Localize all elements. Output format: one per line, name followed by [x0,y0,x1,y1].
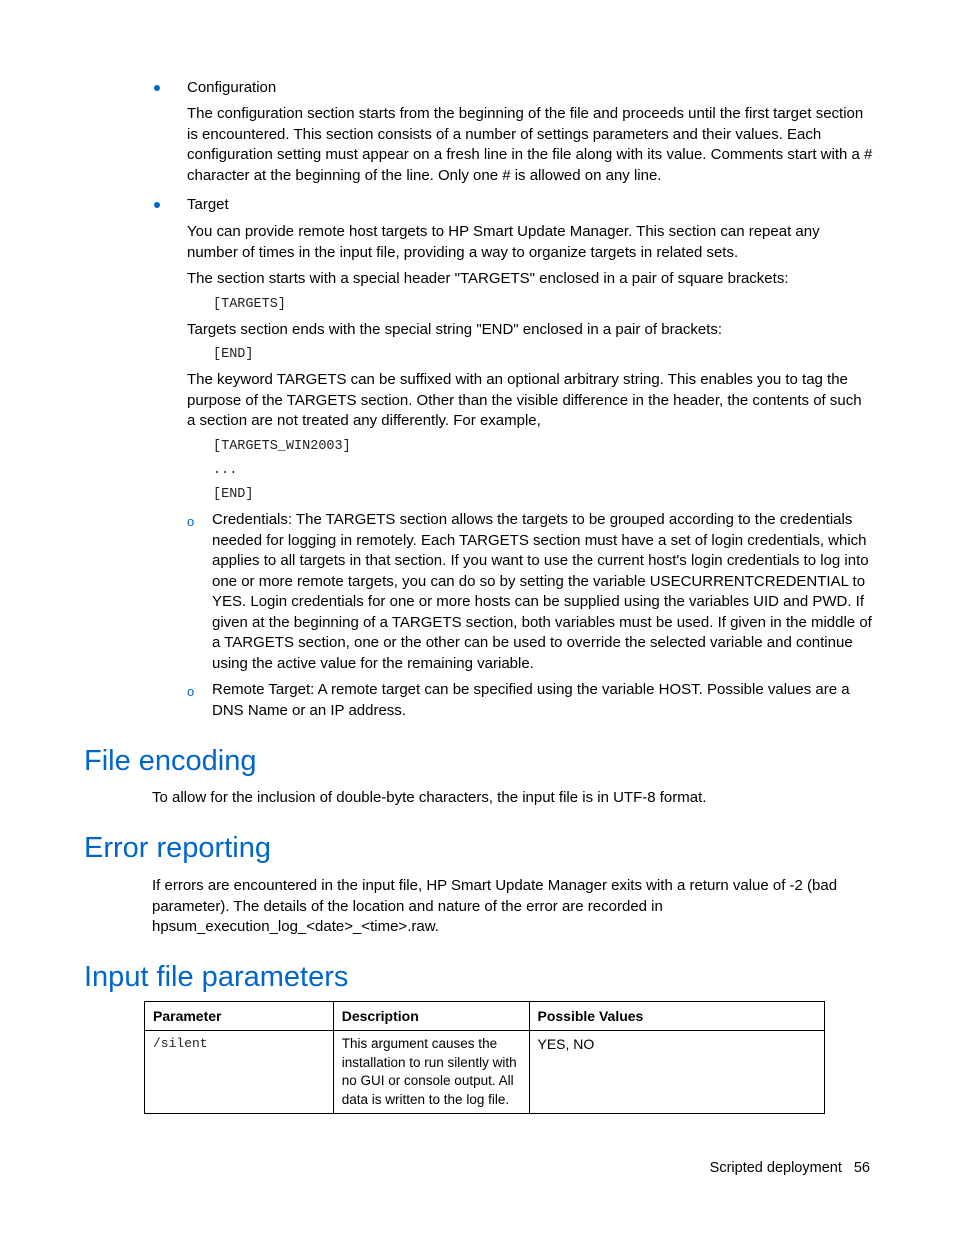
credentials-paragraph: Credentials: The TARGETS section allows the targets to be grouped according to the credentials needed for logging in remotely. Each TARGETS section must have a set of login credentials, which applies to all targets in that section. If you want to use the current host's login credentials to log into one or more remote targets, you can do so by setting the variable USECURRENTCREDENTIAL to YES. Login credentials for one or more hosts can be supplied using the variables UID and PWD. If given at the beginning of a TARGETS section, both variables must be used. If given in the middle of a TARGETS section, one or the other can be used to override the selected variable and continue using the active value for the remaining variable. [212,511,872,672]
code-ellipsis: ... [213,463,238,478]
code-end: [END] [213,347,254,362]
heading-input-file-parameters: Input file parameters [84,961,349,993]
remote-target-paragraph: Remote Target: A remote target can be specified using the variable HOST. Possible values are a DNS Name or an IP address. [212,681,850,719]
sub-bullet-icon: o [187,514,195,529]
bullet-icon [154,85,160,91]
table-cell-possible-values: YES, NO [529,1031,825,1114]
table-header-parameter: Parameter [145,1002,334,1031]
target-paragraph-1: You can provide remote host targets to HP Smart Update Manager. This section can repeat any number of times in the input file, providing a way to organize targets in related sets. [187,223,820,261]
table-cell-parameter: /silent [145,1031,334,1114]
table-row [145,1031,825,1114]
table-header-possible-values: Possible Values [529,1002,825,1031]
heading-error-reporting: Error reporting [84,832,271,864]
page-footer [710,1158,870,1179]
code-targets-win2003: [TARGETS_WIN2003] [213,439,351,454]
parameters-table [144,1001,825,1114]
bullet-title-target: Target [187,196,229,213]
table-cell-description: This argument causes the installation to run silently with no GUI or console output. All data is written to the log file. [333,1031,529,1114]
target-paragraph-2: The section starts with a special header "TARGETS" enclosed in a pair of square brackets: [187,270,789,287]
bullet-icon [154,202,160,208]
target-paragraph-4: The keyword TARGETS can be suffixed with an optional arbitrary string. This enables you to tag the purpose of the TARGETS section. Other than the visible difference in the header, the contents of such a section are not treated any differently. For example, [187,371,862,429]
heading-file-encoding: File encoding [84,745,257,777]
code-end-2: [END] [213,487,254,502]
file-encoding-paragraph: To allow for the inclusion of double-byte characters, the input file is in UTF-8 format. [152,789,707,806]
error-reporting-paragraph: If errors are encountered in the input file, HP Smart Update Manager exits with a return value of -2 (bad parameter). The details of the location and nature of the error are recorded in hpsum_execution_log_<date>_<time>.raw. [152,877,838,935]
target-paragraph-3: Targets section ends with the special string "END" enclosed in a pair of brackets: [187,321,723,338]
configuration-paragraph: The configuration section starts from the beginning of the file and proceeds until the first target section is encountered. This section consists of a number of settings parameters and their values. Each configuration setting must appear on a fresh line in the file along with its value. Comments start with a # character at the beginning of the line. Only one # is allowed on any line. [187,105,873,184]
code-targets: [TARGETS] [213,297,286,312]
sub-bullet-icon: o [187,684,195,699]
table-header-description: Description [333,1002,529,1031]
table-header-row [145,1002,825,1031]
page-number: 56 [853,1160,870,1176]
bullet-title-configuration: Configuration [187,79,277,96]
footer-section-name: Scripted deployment [709,1160,842,1176]
